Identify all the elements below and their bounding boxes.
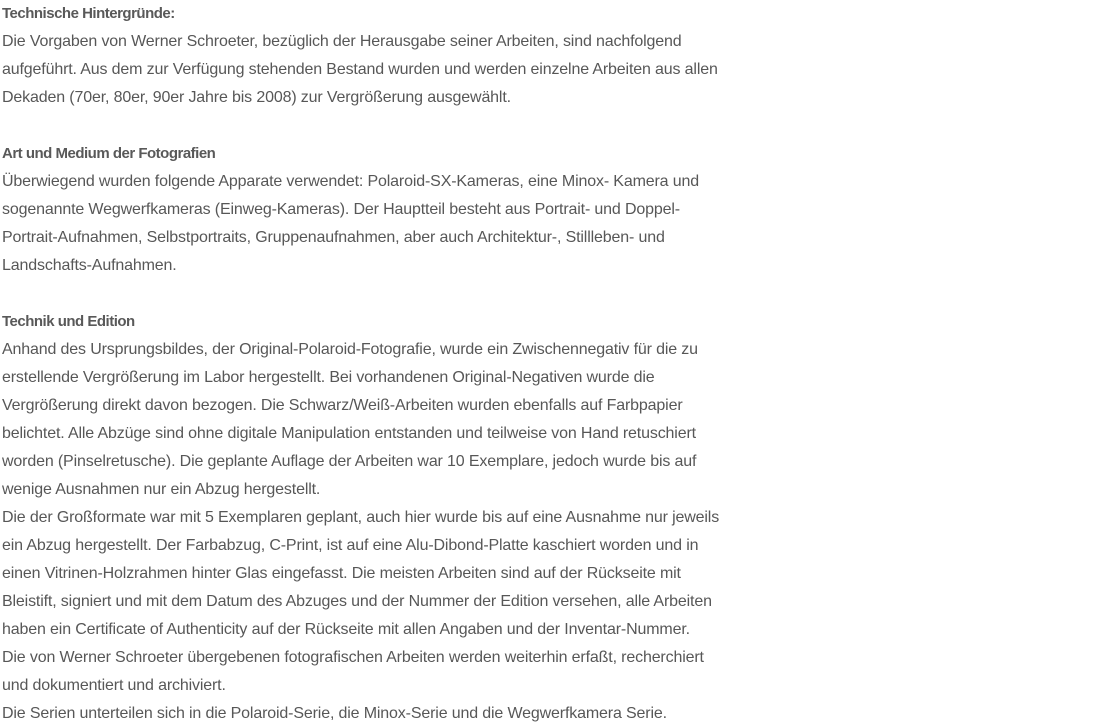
text-line: Die Serien unterteilen sich in die Polaroid-Serie, die Minox-Serie und die Wegwerfkamera Serie. [2,705,667,722]
text-line: worden (Pinselretusche). Die geplante Auflage der Arbeiten war 10 Exemplare, jedoch wurde bis auf [2,453,697,470]
text-line: Landschafts-Aufnahmen. [2,257,177,274]
section-heading: Art und Medium der Fotografien [2,145,216,162]
section-heading: Technik und Edition [2,313,135,330]
paragraph-spacer [2,112,1100,140]
text-line: Bleistift, signiert und mit dem Datum des Abzuges und der Nummer der Edition versehen, alle Arbeiten [2,593,712,610]
text-line: ein Abzug hergestellt. Der Farbabzug, C-Print, ist auf eine Alu-Dibond-Platte kaschiert worden und in [2,537,699,554]
text-line: wenige Ausnahmen nur ein Abzug hergestellt. [2,481,321,498]
text-line: Die Vorgaben von Werner Schroeter, bezüglich der Herausgabe seiner Arbeiten, sind nachfolgend [2,33,682,50]
section-art-and-medium [2,140,1100,280]
text-line: Überwiegend wurden folgende Apparate verwendet: Polaroid-SX-Kameras, eine Minox- Kamera und [2,173,699,190]
text-line: und dokumentiert und archiviert. [2,677,226,694]
text-line: Die von Werner Schroeter übergebenen fotografischen Arbeiten werden weiterhin erfaßt, recherchiert [2,649,704,666]
text-line: aufgeführt. Aus dem zur Verfügung stehenden Bestand wurden und werden einzelne Arbeiten aus allen [2,61,718,78]
text-line: Die der Großformate war mit 5 Exemplaren geplant, auch hier wurde bis auf eine Ausnahme nur jeweils [2,509,720,526]
document-page [2,0,1100,728]
text-line: einen Vitrinen-Holzrahmen hinter Glas eingefasst. Die meisten Arbeiten sind auf der Rückseite mit [2,565,681,582]
text-line: haben ein Certificate of Authenticity auf der Rückseite mit allen Angaben und der Inventar-Nummer. [2,621,690,638]
text-line: Vergrößerung direkt davon bezogen. Die Schwarz/Weiß-Arbeiten wurden ebenfalls auf Farbpapier [2,397,683,414]
text-line: Dekaden (70er, 80er, 90er Jahre bis 2008) zur Vergrößerung ausgewählt. [2,89,511,106]
section-heading: Technische Hintergründe: [2,5,175,22]
text-line: sogenannte Wegwerfkameras (Einweg-Kameras). Der Hauptteil besteht aus Portrait- und Doppel- [2,201,680,218]
text-line: erstellende Vergrößerung im Labor hergestellt. Bei vorhandenen Original-Negativen wurde die [2,369,655,386]
text-line: Portrait-Aufnahmen, Selbstportraits, Gruppenaufnahmen, aber auch Architektur-, Stillleben- und [2,229,665,246]
paragraph-spacer [2,280,1100,308]
text-line: belichtet. Alle Abzüge sind ohne digitale Manipulation entstanden und teilweise von Hand retuschiert [2,425,696,442]
section-technique-and-edition [2,308,1100,728]
section-technical-background [2,0,1100,112]
text-line: Anhand des Ursprungsbildes, der Original-Polaroid-Fotografie, wurde ein Zwischennegativ für die zu [2,341,698,358]
